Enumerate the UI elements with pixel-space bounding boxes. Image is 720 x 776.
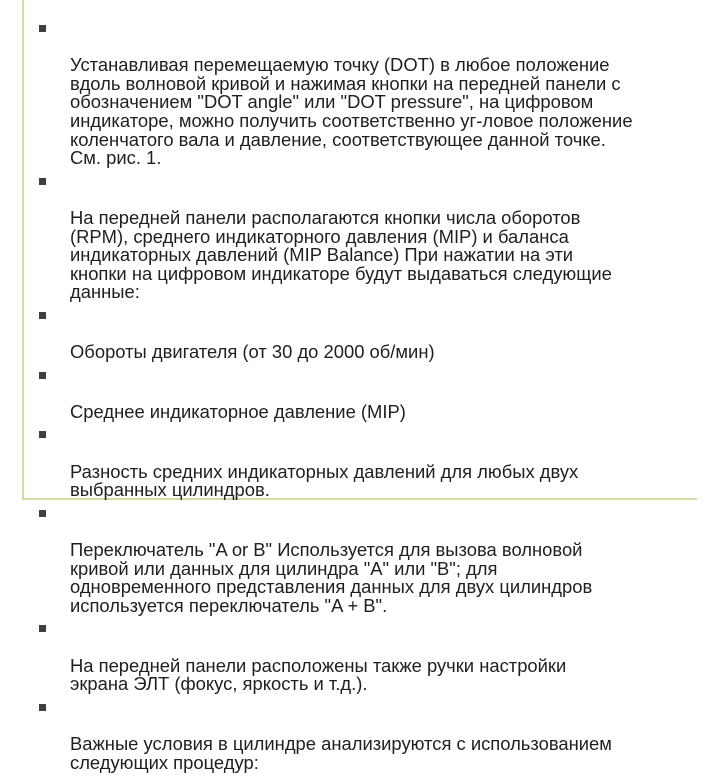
square-bullet-icon	[39, 704, 46, 711]
square-bullet-icon	[39, 312, 46, 319]
square-bullet-icon	[39, 25, 46, 32]
bullet-list	[0, 19, 720, 776]
square-bullet-icon	[39, 178, 46, 185]
square-bullet-icon	[39, 372, 46, 379]
bullet-text: Переключатель "A or B" Используется для вызова волновой кривой или данных для цилиндра "A" или "B"; для одновременного представления данных для двух цилиндров используется переключатель "A + B".	[70, 539, 593, 616]
bullet-text: Устанавливая перемещаемую точку (DOT) в любое положение вдоль волновой кривой и нажимая кнопки на передней панели с обозначением "DOT angle" или "DOT pressure", на цифровом индикаторе, можно получить соответственно уг-ловое положение коленчатого вала и давление, соответствующее данной точке. См. рис. 1.	[70, 54, 633, 169]
bullet-item-ab-switch	[0, 504, 720, 616]
bullet-text: Важные условия в цилиндре анализируются с использованием следующих процедур:	[70, 732, 612, 773]
bullet-item-crt-knobs	[0, 619, 720, 693]
square-bullet-icon	[39, 625, 46, 632]
bullet-item-cylinder-conditions	[0, 698, 720, 772]
bullet-text: Среднее индикаторное давление (MIP)	[70, 400, 406, 422]
square-bullet-icon	[39, 510, 46, 517]
bullet-text: Разность средних индикаторных давлений для любых двух выбранных цилиндров.	[70, 460, 579, 501]
bullet-item-mip	[0, 366, 720, 422]
square-bullet-icon	[39, 431, 46, 438]
bullet-item-dot-position	[0, 19, 720, 168]
bullet-text: На передней панели располагаются кнопки числа оборотов (RPM), среднего индикаторного давления (MIP) и баланса индикаторных давлений (MIP Balance) При нажатии на эти кнопки на цифровом индикаторе будут выдаваться следующие данные:	[70, 206, 612, 303]
bullet-item-front-panel-buttons	[0, 172, 720, 302]
bullet-item-engine-rpm	[0, 306, 720, 362]
bullet-text: На передней панели расположены также ручки настройки экрана ЭЛТ (фокус, яркость и т.д.).	[70, 654, 567, 695]
bullet-item-mip-difference	[0, 425, 720, 499]
bullet-text: Обороты двигателя (от 30 до 2000 об/мин)	[70, 341, 435, 363]
